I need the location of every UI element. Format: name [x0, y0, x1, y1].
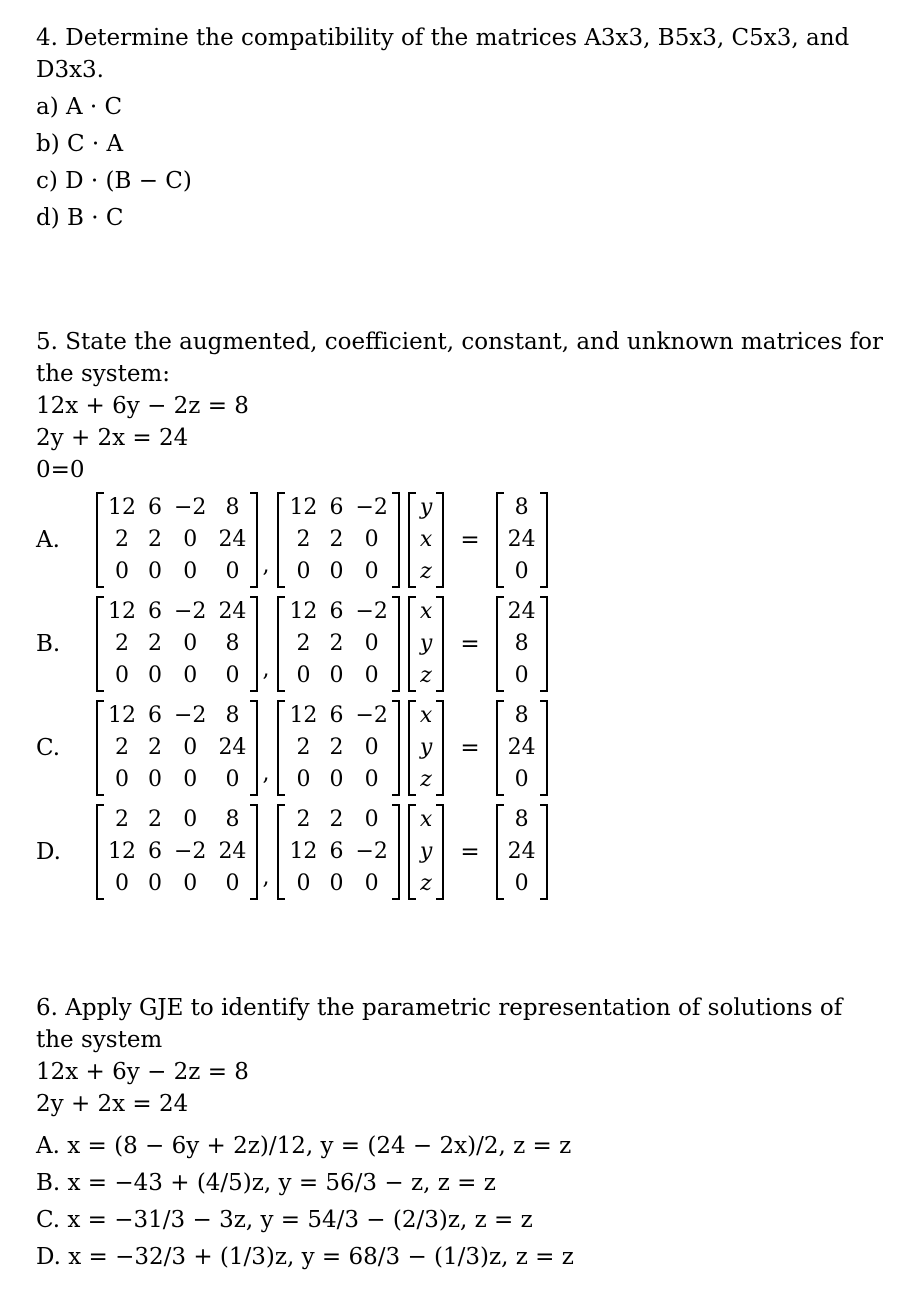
matrix-entry: 0: [183, 663, 198, 688]
comma: ,: [262, 865, 270, 890]
question-4: [36, 22, 878, 234]
matrix-entry: y: [419, 839, 433, 864]
matrix-entry: 0: [183, 527, 198, 552]
q6-option-c: C. x = −31/3 − 3z, y = 54/3 − (2/3)z, z = z: [36, 1207, 533, 1233]
equals-sign: =: [460, 631, 480, 657]
matrix-entry: 0: [296, 871, 311, 896]
matrix-entry: −2: [355, 839, 388, 864]
matrix-entry: 0: [514, 663, 529, 688]
matrix-entry: −2: [355, 495, 388, 520]
q5-option-d: [36, 800, 878, 904]
constant-matrix: [496, 492, 548, 588]
matrix-entry: 2: [329, 735, 344, 760]
comma: ,: [262, 657, 270, 682]
q6-option-b: B. x = −43 + (4/5)z, y = 56/3 − z, z = z: [36, 1170, 496, 1196]
q5-equation-1: 12x + 6y − 2z = 8: [36, 393, 249, 419]
matrix-entry: 6: [148, 703, 162, 728]
matrix-entry: 0: [514, 559, 529, 584]
matrix-entry: 0: [364, 559, 379, 584]
matrix-entry: 0: [364, 663, 379, 688]
matrix-entry: 24: [507, 735, 536, 760]
matrix-entry: 0: [296, 767, 311, 792]
matrix-entry: 2: [115, 807, 129, 832]
matrix-entry: 2: [329, 807, 344, 832]
matrix-entry: 0: [329, 559, 344, 584]
matrix-entry: 0: [183, 631, 198, 656]
matrix-entry: 0: [115, 559, 129, 584]
matrix-entry: 0: [148, 871, 162, 896]
matrix-entry: 8: [225, 495, 240, 520]
matrix-entry: 6: [329, 495, 344, 520]
q6-prompt-line-1: 6. Apply GJE to identify the parametric representation of solutions of: [36, 995, 843, 1021]
q5-option-b: [36, 592, 878, 696]
matrix-entry: 0: [225, 871, 240, 896]
constant-matrix: [496, 596, 548, 692]
matrix-entry: 0: [364, 631, 379, 656]
matrix-entry: 24: [218, 839, 247, 864]
matrix-entry: z: [420, 871, 432, 896]
matrix-entry: x: [419, 703, 433, 728]
option-label: A.: [36, 527, 60, 553]
matrix-entry: 12: [289, 839, 318, 864]
matrix-entry: 24: [507, 839, 536, 864]
matrix-entry: 0: [364, 871, 379, 896]
q6-equation-2: 2y + 2x = 24: [36, 1091, 189, 1117]
constant-matrix: [496, 700, 548, 796]
matrix-entry: 12: [108, 495, 136, 520]
matrix-entry: 0: [364, 767, 379, 792]
matrix-entry: 0: [514, 871, 529, 896]
matrix-entry: 8: [514, 495, 529, 520]
matrix-entry: 0: [364, 527, 379, 552]
matrix-entry: 6: [329, 599, 344, 624]
question-5: [36, 326, 884, 904]
coefficient-matrix: [277, 492, 399, 588]
matrix-entry: 2: [148, 735, 162, 760]
equals-sign: =: [460, 839, 480, 865]
q4-item-a: a) A · C: [36, 94, 123, 120]
matrix-entry: 0: [329, 767, 344, 792]
q5-prompt-line-2: the system:: [36, 361, 170, 387]
matrix-entry: 0: [183, 871, 198, 896]
constant-matrix: [496, 804, 548, 900]
unknown-matrix: [408, 596, 444, 692]
matrix-entry: 0: [183, 807, 198, 832]
option-label: D.: [36, 839, 61, 865]
matrix-entry: z: [420, 767, 432, 792]
matrix-entry: 2: [329, 631, 344, 656]
augmented-matrix: [96, 492, 258, 588]
matrix-entry: 0: [183, 767, 198, 792]
matrix-entry: 0: [148, 559, 162, 584]
matrix-entry: 0: [148, 767, 162, 792]
matrix-entry: 12: [289, 495, 318, 520]
matrix-entry: 6: [148, 599, 162, 624]
matrix-entry: 24: [507, 599, 536, 624]
q5-options: [36, 488, 878, 904]
q6-equation-1: 12x + 6y − 2z = 8: [36, 1059, 249, 1085]
matrix-entry: −2: [355, 703, 388, 728]
q5-option-c: [36, 696, 878, 800]
matrix-entry: 8: [514, 703, 529, 728]
matrix-entry: 0: [115, 767, 129, 792]
augmented-matrix: [96, 700, 258, 796]
q5-option-a: [36, 488, 878, 592]
augmented-matrix: [96, 804, 258, 900]
matrix-entry: 2: [115, 735, 129, 760]
matrix-entry: 0: [225, 663, 240, 688]
matrix-entry: x: [419, 599, 433, 624]
matrix-entry: z: [420, 559, 432, 584]
matrix-entry: 8: [225, 631, 240, 656]
unknown-matrix: [408, 492, 444, 588]
q5-equation-3: 0=0: [36, 457, 85, 483]
matrix-entry: 0: [296, 663, 311, 688]
matrix-entry: 12: [108, 703, 136, 728]
matrix-entry: 0: [183, 559, 198, 584]
option-label: B.: [36, 631, 61, 657]
matrix-entry: 24: [218, 527, 247, 552]
matrix-entry: 2: [148, 807, 162, 832]
matrix-entry: 12: [289, 599, 318, 624]
matrix-entry: z: [420, 663, 432, 688]
coefficient-matrix: [277, 804, 399, 900]
matrix-entry: 8: [225, 807, 240, 832]
q5-prompt-line-1: 5. State the augmented, coefficient, constant, and unknown matrices for: [36, 329, 884, 355]
matrix-entry: −2: [355, 599, 388, 624]
matrix-entry: 2: [115, 527, 129, 552]
unknown-matrix: [408, 700, 444, 796]
q4-prompt-line-2: D3x3.: [36, 57, 104, 83]
equals-sign: =: [460, 735, 480, 761]
matrix-entry: 2: [115, 631, 129, 656]
matrix-entry: 2: [296, 807, 311, 832]
matrix-entry: 6: [148, 495, 162, 520]
option-label: C.: [36, 735, 61, 761]
matrix-entry: y: [419, 735, 433, 760]
q4-item-d: d) B · C: [36, 205, 124, 231]
matrix-entry: −2: [174, 703, 207, 728]
matrix-entry: 12: [108, 599, 136, 624]
matrix-entry: 8: [514, 807, 529, 832]
matrix-entry: 24: [218, 599, 247, 624]
q4-item-c: c) D · (B − C): [36, 168, 192, 194]
matrix-entry: 0: [514, 767, 529, 792]
q6-option-a: A. x = (8 − 6y + 2z)/12, y = (24 − 2x)/2, z = z: [36, 1133, 572, 1159]
q4-item-b: b) C · A: [36, 131, 124, 157]
matrix-entry: 8: [514, 631, 529, 656]
coefficient-matrix: [277, 596, 399, 692]
matrix-entry: 0: [364, 807, 379, 832]
augmented-matrix: [96, 596, 258, 692]
matrix-entry: −2: [174, 839, 207, 864]
matrix-entry: 2: [148, 527, 162, 552]
comma: ,: [262, 553, 270, 578]
matrix-entry: x: [419, 527, 433, 552]
matrix-entry: 0: [148, 663, 162, 688]
matrix-entry: 0: [115, 871, 129, 896]
q6-option-d: D. x = −32/3 + (1/3)z, y = 68/3 − (1/3)z, z = z: [36, 1244, 574, 1270]
question-6: [36, 992, 878, 1273]
matrix-entry: 6: [329, 839, 344, 864]
matrix-entry: 0: [225, 559, 240, 584]
matrix-entry: 2: [296, 631, 311, 656]
q6-prompt-line-2: the system: [36, 1027, 163, 1053]
matrix-entry: 12: [289, 703, 318, 728]
matrix-entry: 0: [183, 735, 198, 760]
matrix-entry: 0: [329, 871, 344, 896]
matrix-entry: x: [419, 807, 433, 832]
matrix-entry: −2: [174, 599, 207, 624]
matrix-entry: 2: [296, 527, 311, 552]
matrix-entry: 2: [329, 527, 344, 552]
equals-sign: =: [460, 527, 480, 553]
matrix-entry: 0: [296, 559, 311, 584]
comma: ,: [262, 761, 270, 786]
matrix-entry: 12: [108, 839, 136, 864]
matrix-entry: 0: [115, 663, 129, 688]
q4-prompt-line-1: 4. Determine the compatibility of the matrices A3x3, B5x3, C5x3, and: [36, 25, 850, 51]
unknown-matrix: [408, 804, 444, 900]
matrix-entry: 6: [329, 703, 344, 728]
q5-equation-2: 2y + 2x = 24: [36, 425, 189, 451]
matrix-entry: 6: [148, 839, 162, 864]
matrix-entry: 0: [225, 767, 240, 792]
matrix-entry: 2: [148, 631, 162, 656]
matrix-entry: y: [419, 495, 433, 520]
matrix-entry: 0: [329, 663, 344, 688]
matrix-entry: −2: [174, 495, 207, 520]
matrix-entry: 24: [507, 527, 536, 552]
matrix-entry: 24: [218, 735, 247, 760]
coefficient-matrix: [277, 700, 399, 796]
matrix-entry: y: [419, 631, 433, 656]
matrix-entry: 0: [364, 735, 379, 760]
matrix-entry: 8: [225, 703, 240, 728]
matrix-entry: 2: [296, 735, 311, 760]
